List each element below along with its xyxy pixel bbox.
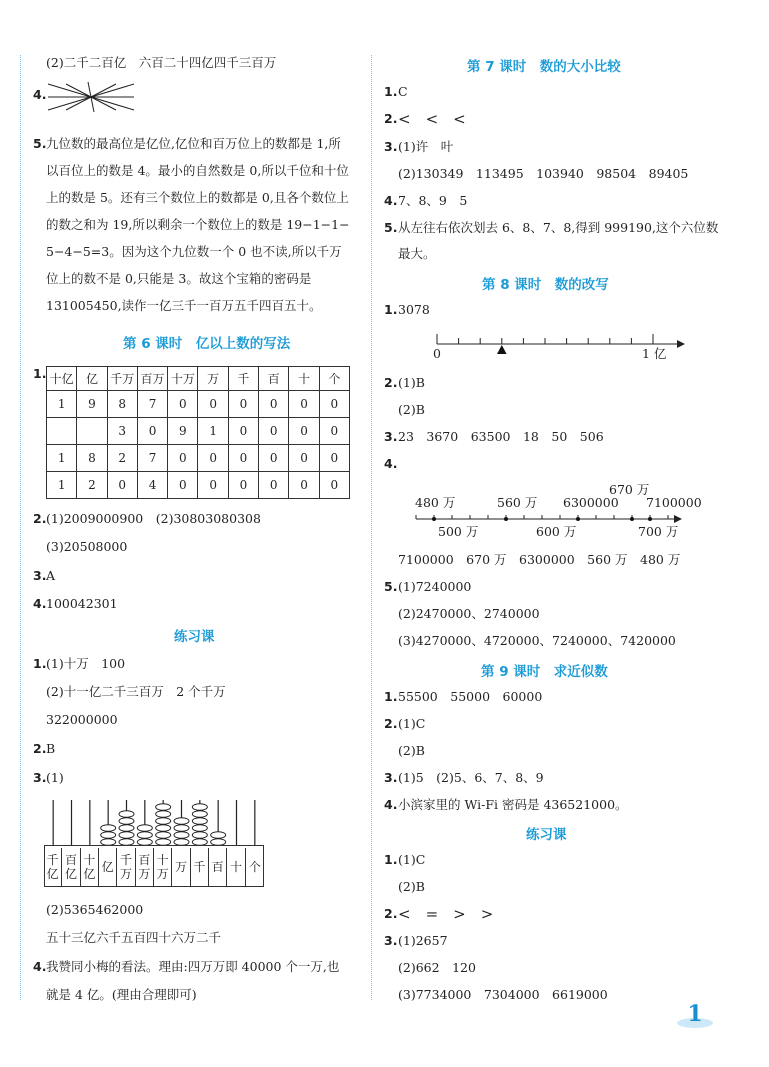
- table-cell: 0: [198, 391, 228, 418]
- table-cell: 1: [47, 445, 77, 472]
- number-line-point: [504, 517, 508, 521]
- abacus-bead: [137, 832, 152, 839]
- abacus-bead: [156, 832, 171, 839]
- answer-line: A: [46, 568, 56, 583]
- answer-line: (2)B: [398, 879, 425, 894]
- answer-line: 的数之和为 19,所以剩余一个数位上的数是 19−1−1−: [46, 217, 350, 232]
- abacus-label: 千万: [117, 848, 135, 886]
- number-line-label: 700 万: [638, 524, 679, 539]
- table-cell: 0: [228, 391, 258, 418]
- table-cell: 1: [198, 418, 228, 445]
- question-number: 1.: [384, 84, 398, 99]
- number-line-label: 0: [433, 346, 441, 361]
- answer-line: 7100000 670 万 6300000 560 万 480 万: [398, 552, 681, 567]
- answer-line: (1)B: [398, 375, 425, 390]
- answer-line: < < <: [398, 110, 466, 128]
- number-line-point: [432, 517, 436, 521]
- question-number: 4.: [384, 797, 398, 812]
- answer-line: < = > >: [398, 905, 494, 923]
- abacus-bead: [101, 832, 116, 839]
- answer-line: (1)十万 100: [46, 656, 126, 671]
- table-cell: 9: [168, 418, 198, 445]
- answer-line: 位上的数不是 0,只能是 3。故这个宝箱的密码是: [46, 271, 312, 286]
- table-cell: 8: [107, 391, 137, 418]
- abacus-label: 百万: [136, 848, 154, 886]
- table-header-cell: 个: [319, 367, 349, 391]
- question-number: 2.: [33, 511, 47, 526]
- abacus-label: 千亿: [44, 848, 62, 886]
- table-cell: 7: [137, 391, 167, 418]
- abacus-bead: [192, 825, 207, 832]
- question-number: 1.: [33, 656, 47, 671]
- table-cell: 0: [319, 472, 349, 499]
- answer-line: (2)B: [398, 402, 425, 417]
- lesson-title: 第 7 课时 数的大小比较: [467, 59, 621, 75]
- question-number: 1.: [384, 302, 398, 317]
- abacus-bead: [174, 818, 189, 825]
- table-cell: 2: [77, 472, 107, 499]
- table-header-cell: 百万: [137, 367, 167, 391]
- abacus-bead: [156, 825, 171, 832]
- answer-line: (2)5365462000: [46, 902, 144, 917]
- abacus-bead: [156, 811, 171, 818]
- question-number: 3.: [384, 933, 398, 948]
- table-header-cell: 千: [228, 367, 258, 391]
- answer-line: (3)7734000 7304000 6619000: [398, 987, 608, 1002]
- abacus-bead: [192, 811, 207, 818]
- column-divider: [371, 55, 372, 1000]
- number-line-label: 600 万: [536, 524, 577, 539]
- abacus-figure: [44, 798, 264, 888]
- answer-line: (1)7240000: [398, 579, 472, 594]
- abacus-label: 十万: [154, 848, 172, 886]
- table-cell: 1: [47, 472, 77, 499]
- number-line-label: 6300000: [563, 495, 619, 510]
- number-line-label: 1 亿: [642, 346, 667, 361]
- abacus-label: 万: [172, 848, 190, 886]
- answer-line: 九位数的最高位是亿位,亿位和百万位上的数都是 1,所: [46, 136, 341, 151]
- question-number: 2.: [384, 716, 398, 731]
- question-number: 2.: [384, 906, 398, 921]
- number-line-point: [630, 517, 634, 521]
- number-line-label: 500 万: [438, 524, 479, 539]
- abacus-bead: [211, 832, 226, 839]
- question-number: 4.: [33, 87, 47, 102]
- answer-line: 55500 55000 60000: [398, 689, 543, 704]
- answer-line: (1): [46, 770, 64, 785]
- table-cell: 0: [228, 472, 258, 499]
- answer-line: (2)662 120: [398, 960, 476, 975]
- number-line-label: 7100000: [646, 495, 702, 510]
- abacus-label: 百: [209, 848, 227, 886]
- question-number: 3.: [33, 568, 47, 583]
- answer-line: 从左往右依次划去 6、8、7、8,得到 999190,这个六位数: [398, 220, 719, 235]
- table-cell: 0: [319, 418, 349, 445]
- table-cell: 0: [259, 391, 289, 418]
- abacus-bead: [119, 825, 134, 832]
- lesson-title: 第 8 课时 数的改写: [482, 277, 609, 293]
- answer-line: (1)2009000900 (2)30803080308: [46, 511, 261, 526]
- table-cell: 8: [77, 445, 107, 472]
- question-number: 3.: [33, 770, 47, 785]
- number-line-label: 560 万: [497, 495, 538, 510]
- question-number: 2.: [33, 741, 47, 756]
- table-header-cell: 十: [289, 367, 319, 391]
- answer-line: (2)十一亿二千三百万 2 个千万: [46, 684, 226, 699]
- abacus-bead: [174, 825, 189, 832]
- number-line-label: 670 万: [609, 482, 650, 497]
- question-number: 2.: [384, 375, 398, 390]
- place-value-table: [46, 366, 350, 499]
- page-number-badge: [676, 1003, 714, 1029]
- table-cell: 0: [137, 418, 167, 445]
- question-number: 3.: [384, 139, 398, 154]
- table-cell: 0: [198, 445, 228, 472]
- question-number: 1.: [384, 852, 398, 867]
- abacus-label: 百亿: [62, 848, 80, 886]
- abacus-label: 个: [248, 860, 261, 874]
- answer-line: 131005450,读作一亿三千一百万五千四百五十。: [46, 298, 322, 313]
- question-number: 4.: [384, 193, 398, 208]
- table-cell: 0: [289, 472, 319, 499]
- abacus-label: 十亿: [81, 848, 99, 886]
- table-cell: 0: [289, 391, 319, 418]
- abacus-bead: [156, 804, 171, 811]
- table-cell: 7: [137, 445, 167, 472]
- lesson-title: 第 9 课时 求近似数: [481, 664, 608, 680]
- answer-line: (3)4270000、4720000、7240000、7420000: [398, 633, 676, 648]
- table-cell: 0: [259, 472, 289, 499]
- abacus-bead: [119, 811, 134, 818]
- question-number: 1.: [33, 366, 47, 381]
- answer-line: 5−4−5=3。因为这个九位数一个 0 也不读,所以千万: [46, 244, 342, 259]
- answer-line: C: [398, 84, 408, 99]
- question-number: 2.: [384, 111, 398, 126]
- number-line-point: [576, 517, 580, 521]
- table-cell: 0: [289, 445, 319, 472]
- column-divider: [20, 55, 21, 1000]
- abacus-bead: [137, 825, 152, 832]
- table-cell: 0: [319, 391, 349, 418]
- question-number: 3.: [384, 770, 398, 785]
- table-row: [47, 472, 350, 499]
- question-number: 5.: [384, 220, 398, 235]
- table-cell: 0: [228, 445, 258, 472]
- table-cell: [47, 418, 77, 445]
- answer-line: (1)C: [398, 852, 426, 867]
- question-number: 4.: [384, 456, 398, 471]
- table-cell: 2: [107, 445, 137, 472]
- answer-line: 23 3670 63500 18 50 506: [398, 429, 604, 444]
- answer-line: 7、8、9 5: [398, 193, 468, 208]
- answer-line: (2)二千二百亿 六百二十四亿四千三百万: [46, 55, 277, 70]
- abacus-bead: [101, 825, 116, 832]
- answer-line: (3)20508000: [46, 539, 128, 554]
- table-cell: 0: [228, 418, 258, 445]
- answer-line: (1)5 (2)5、6、7、8、9: [398, 770, 544, 785]
- question-number: 1.: [384, 689, 398, 704]
- table-header-cell: 十亿: [47, 367, 77, 391]
- table-cell: 0: [198, 472, 228, 499]
- abacus-bead: [174, 832, 189, 839]
- abacus-label: 十: [227, 848, 245, 886]
- table-header-cell: 千万: [107, 367, 137, 391]
- pointer-triangle: [497, 345, 507, 354]
- answer-line: (2)B: [398, 743, 425, 758]
- number-line-label: 480 万: [415, 495, 456, 510]
- answer-line: (1)许 叶: [398, 139, 454, 154]
- table-header-cell: 十万: [168, 367, 198, 391]
- abacus-bead: [156, 818, 171, 825]
- answer-line: (2)2470000、2740000: [398, 606, 540, 621]
- answer-line: 五十三亿六千五百四十六万二千: [46, 930, 222, 945]
- page-number: 1: [687, 1001, 703, 1027]
- question-number: 3.: [384, 429, 398, 444]
- answer-line: 以百位上的数是 4。最小的自然数是 0,所以千位和十位: [46, 163, 349, 178]
- lesson-title: 练习课: [526, 827, 567, 843]
- question-number: 5.: [33, 136, 47, 151]
- table-row: [47, 418, 350, 445]
- abacus-bead: [119, 818, 134, 825]
- abacus-bead: [192, 804, 207, 811]
- answer-line: 小滨家里的 Wi-Fi 密码是 436521000。: [398, 797, 628, 812]
- table-cell: 0: [259, 418, 289, 445]
- abacus-bead: [192, 818, 207, 825]
- matching-lines-figure: [46, 80, 136, 114]
- answer-line: (1)C: [398, 716, 426, 731]
- table-cell: 0: [289, 418, 319, 445]
- answer-line: 就是 4 亿。(理由合理即可): [46, 987, 197, 1002]
- question-number: 4.: [33, 596, 47, 611]
- table-cell: 0: [168, 391, 198, 418]
- lesson-title: 第 6 课时 亿以上数的写法: [123, 336, 291, 352]
- table-cell: 0: [168, 445, 198, 472]
- table-header-cell: 亿: [77, 367, 107, 391]
- table-header-cell: 万: [198, 367, 228, 391]
- table-cell: 0: [319, 445, 349, 472]
- abacus-label: 千: [191, 848, 209, 886]
- question-number: 5.: [384, 579, 398, 594]
- abacus-label: 亿: [99, 848, 117, 886]
- abacus-bead: [192, 832, 207, 839]
- table-cell: 4: [137, 472, 167, 499]
- question-number: 4.: [33, 959, 47, 974]
- table-row: [47, 391, 350, 418]
- table-row: [47, 445, 350, 472]
- answer-line: 上的数是 5。还有三个数位上的数都是 0,且各个数位上: [46, 190, 349, 205]
- lesson-title: 练习课: [174, 629, 215, 645]
- answer-line: 最大。: [398, 246, 436, 261]
- table-cell: 9: [77, 391, 107, 418]
- table-cell: 3: [107, 418, 137, 445]
- abacus-bead: [119, 832, 134, 839]
- number-line-point: [648, 517, 652, 521]
- answer-line: 我赞同小梅的看法。理由:四万万即 40000 个一万,也: [46, 959, 340, 974]
- table-cell: 0: [168, 472, 198, 499]
- table-cell: 1: [47, 391, 77, 418]
- answer-line: 100042301: [46, 596, 118, 611]
- table-cell: 0: [259, 445, 289, 472]
- table-cell: 0: [107, 472, 137, 499]
- abacus-rods: [44, 798, 264, 846]
- answer-line: B: [46, 741, 56, 756]
- answer-line: (2)130349 113495 103940 98504 89405: [398, 166, 689, 181]
- answer-line: 322000000: [46, 712, 118, 727]
- answer-line: 3078: [398, 302, 430, 317]
- answer-line: (1)2657: [398, 933, 448, 948]
- table-header-cell: 百: [259, 367, 289, 391]
- table-cell: [77, 418, 107, 445]
